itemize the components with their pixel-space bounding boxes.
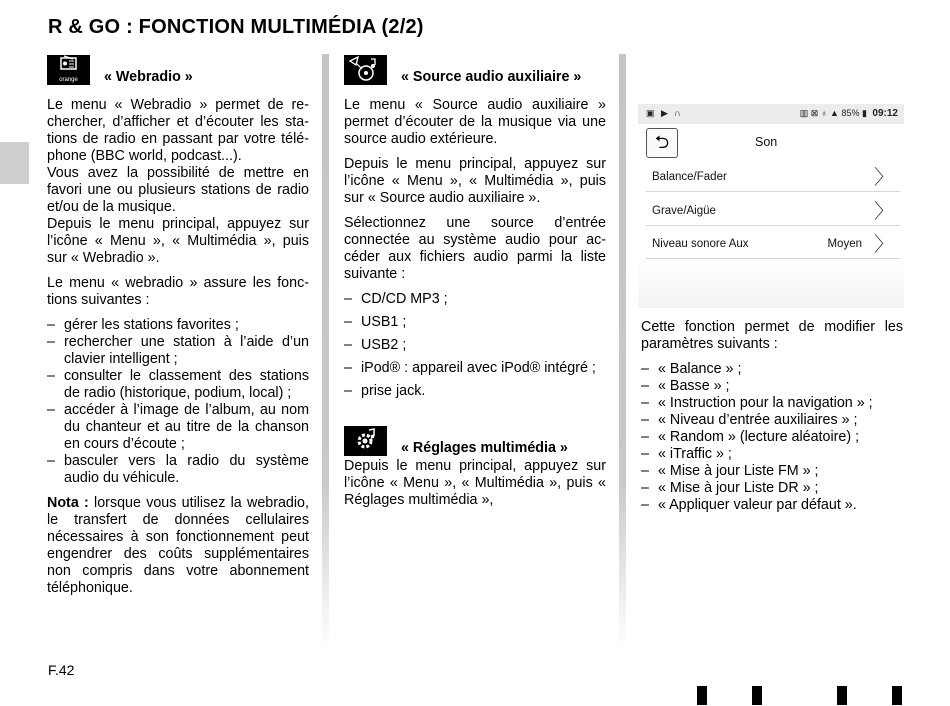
radio-icon: [47, 55, 90, 85]
list-item: – gérer les stations favorites ;: [47, 317, 309, 334]
chevron-right-icon: 〉: [874, 165, 894, 189]
setting-label: Niveau sonore Aux: [652, 238, 749, 250]
settings-parameters-list: [641, 361, 903, 514]
column-settings-list: [641, 319, 903, 514]
list-item: – « Appliquer valeur par défaut ».: [641, 497, 903, 514]
paragraph: Le menu « webradio » assure les fonctions suivantes :: [47, 275, 309, 308]
setting-row-balance-fader[interactable]: [646, 163, 900, 192]
chevron-right-icon: 〉: [874, 232, 894, 256]
list-item: – iPod® : appareil avec iPod® intégré ;: [344, 360, 606, 377]
print-mark: [752, 686, 762, 705]
paragraph: Vous avez la possibilité de mettre en favori une ou plusieurs stations de radio et/ou de la musique.: [47, 165, 309, 215]
list-item: – « Random » (lecture aléatoire) ;: [641, 429, 903, 446]
screen-title: Son: [755, 135, 778, 149]
status-icons-right: ▥ ⊠ ♁ ▲ 85% ▮ 09:12: [799, 108, 898, 119]
aux-heading: [344, 55, 606, 91]
list-item: – prise jack.: [344, 383, 606, 400]
orange-logo-text: orange: [59, 77, 78, 83]
son-settings-screen: [638, 104, 904, 308]
settings-heading: [344, 426, 606, 456]
list-item: – « Basse » ;: [641, 378, 903, 395]
page-title: R & GO : FONCTION MULTIMÉDIA (2/2): [48, 16, 424, 38]
list-item: – « Mise à jour Liste FM » ;: [641, 463, 903, 480]
setting-label: Grave/Aigüe: [652, 205, 716, 217]
column-webradio: [47, 55, 309, 597]
setting-row-niveau-aux[interactable]: [646, 230, 900, 259]
section-tab: [0, 142, 29, 184]
chevron-right-icon: 〉: [874, 199, 894, 223]
list-item: – « Balance » ;: [641, 361, 903, 378]
list-item: – accéder à l’image de l’album, au nom du chanteur et au titre de la chanson en cours d’écoute ;: [47, 402, 309, 453]
paragraph: Depuis le menu principal, appuyez sur l’icône « Menu », « Multimédia », puis « Réglages multimédia »,: [344, 458, 606, 508]
column-divider: [322, 54, 329, 649]
status-bar: [638, 104, 904, 124]
nota-paragraph: [47, 495, 309, 597]
list-item: – « iTraffic » ;: [641, 446, 903, 463]
print-mark: [697, 686, 707, 705]
webradio-functions-list: [47, 317, 309, 487]
paragraph: Depuis le menu principal, appuyez sur l’icône « Menu », « Multimédia », puis sur « Source audio auxiliaire ».: [344, 156, 606, 206]
setting-row-grave-aigue[interactable]: [646, 197, 900, 226]
aux-sources-list: [344, 291, 606, 400]
print-mark: [892, 686, 902, 705]
settings-title: « Réglages multimédia »: [401, 440, 568, 456]
list-item: – « Instruction pour la navigation » ;: [641, 395, 903, 412]
column-aux: [344, 55, 606, 509]
list-item: – « Niveau d’entrée auxiliaires » ;: [641, 412, 903, 429]
setting-label: Balance/Fader: [652, 171, 727, 183]
nota-text: lorsque vous utilisez la webradio, le transfert de données cellulaires nécessaires à son fonctionnement peut engendrer des coûts supplémentaires non compris dans votre abonnement téléphonique.: [47, 495, 309, 596]
list-item: – rechercher une station à l’aide d’un clavier intelligent ;: [47, 334, 309, 368]
aux-title: « Source audio auxiliaire »: [401, 69, 582, 85]
music-settings-icon: [344, 426, 387, 456]
list-item: – basculer vers la radio du système audio du véhicule.: [47, 453, 309, 487]
nota-label: Nota :: [47, 495, 89, 511]
paragraph: Le menu « Webradio » permet de rechercher, d’afficher et d’écouter les stations de radio en passant par votre téléphone (BBC world, podcast...).: [47, 97, 309, 164]
page-number: F.42: [48, 662, 75, 678]
print-mark: [837, 686, 847, 705]
list-item: – « Mise à jour Liste DR » ;: [641, 480, 903, 497]
webradio-heading: [47, 55, 309, 91]
paragraph: Cette fonction permet de modifier les paramètres suivants :: [641, 319, 903, 352]
status-icons-left: ▣ ▶ ∩: [646, 108, 683, 118]
aux-audio-icon: [344, 55, 387, 85]
list-item: – CD/CD MP3 ;: [344, 291, 606, 308]
back-arrow-icon[interactable]: ⮌: [646, 128, 678, 158]
column-divider: [619, 54, 626, 649]
clock: 09:12: [872, 108, 898, 119]
list-item: – consulter le classement des stations de radio (historique, podium, local) ;: [47, 368, 309, 402]
battery-level: 85%: [841, 108, 860, 118]
setting-value: Moyen: [827, 238, 862, 250]
paragraph: Sélectionnez une source d’entrée connectée au système audio pour accéder aux fichiers audio parmi la liste suivante :: [344, 215, 606, 282]
list-item: – USB2 ;: [344, 337, 606, 354]
paragraph: Depuis le menu principal, appuyez sur l’icône « Menu », « Multimédia », puis sur « Webradio ».: [47, 216, 309, 266]
webradio-title: « Webradio »: [104, 69, 193, 85]
list-item: – USB1 ;: [344, 314, 606, 331]
paragraph: Le menu « Source audio auxiliaire » permet d’écouter de la musique via une source audio extérieure.: [344, 97, 606, 147]
